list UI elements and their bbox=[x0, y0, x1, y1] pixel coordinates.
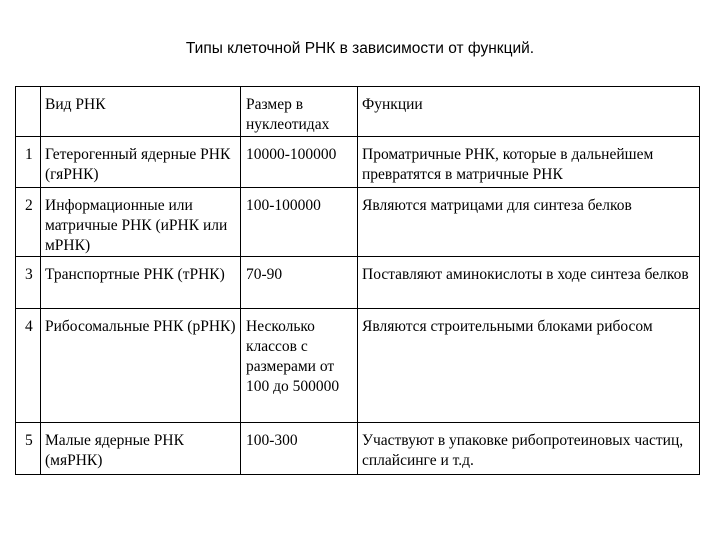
rna-type-cell: Гетерогенный ядерные РНК (гяРНК) bbox=[41, 137, 241, 188]
row-number: 3 bbox=[16, 257, 41, 309]
rna-function-cell: Являются строительными блоками рибосом bbox=[358, 309, 700, 423]
rna-types-table bbox=[15, 86, 700, 475]
header-function-cell: Функции bbox=[358, 87, 700, 137]
rna-type-cell: Малые ядерные РНК (мяРНК) bbox=[41, 423, 241, 475]
rna-function-cell: Поставляют аминокислоты в ходе синтеза белков bbox=[358, 257, 700, 309]
rna-size-cell: 70-90 bbox=[241, 257, 358, 309]
table-header-row bbox=[16, 87, 700, 137]
row-number: 5 bbox=[16, 423, 41, 475]
table-row bbox=[16, 137, 700, 188]
table-row bbox=[16, 309, 700, 423]
rna-size-cell: Несколько классов с размерами от 100 до 500000 bbox=[241, 309, 358, 423]
rna-function-cell: Являются матрицами для синтеза белков bbox=[358, 188, 700, 257]
row-number: 1 bbox=[16, 137, 41, 188]
rna-type-cell: Информационные или матричные РНК (иРНК или мРНК) bbox=[41, 188, 241, 257]
rna-size-cell: 100-100000 bbox=[241, 188, 358, 257]
rna-function-cell: Участвуют в упаковке рибопротеиновых частиц, сплайсинге и т.д. bbox=[358, 423, 700, 475]
rna-function-cell: Проматричные РНК, которые в дальнейшем превратятся в матричные РНК bbox=[358, 137, 700, 188]
rna-type-cell: Транспортные РНК (тРНК) bbox=[41, 257, 241, 309]
table-row bbox=[16, 423, 700, 475]
table-row bbox=[16, 188, 700, 257]
rna-size-cell: 100-300 bbox=[241, 423, 358, 475]
rna-type-cell: Рибосомальные РНК (рРНК) bbox=[41, 309, 241, 423]
row-number: 2 bbox=[16, 188, 41, 257]
page-title: Типы клеточной РНК в зависимости от функций. bbox=[185, 40, 535, 57]
row-number: 4 bbox=[16, 309, 41, 423]
header-size-cell: Размер в нуклеотидах bbox=[241, 87, 358, 137]
header-type-cell: Вид РНК bbox=[41, 87, 241, 137]
table-row bbox=[16, 257, 700, 309]
header-num-cell bbox=[16, 87, 41, 137]
rna-size-cell: 10000-100000 bbox=[241, 137, 358, 188]
